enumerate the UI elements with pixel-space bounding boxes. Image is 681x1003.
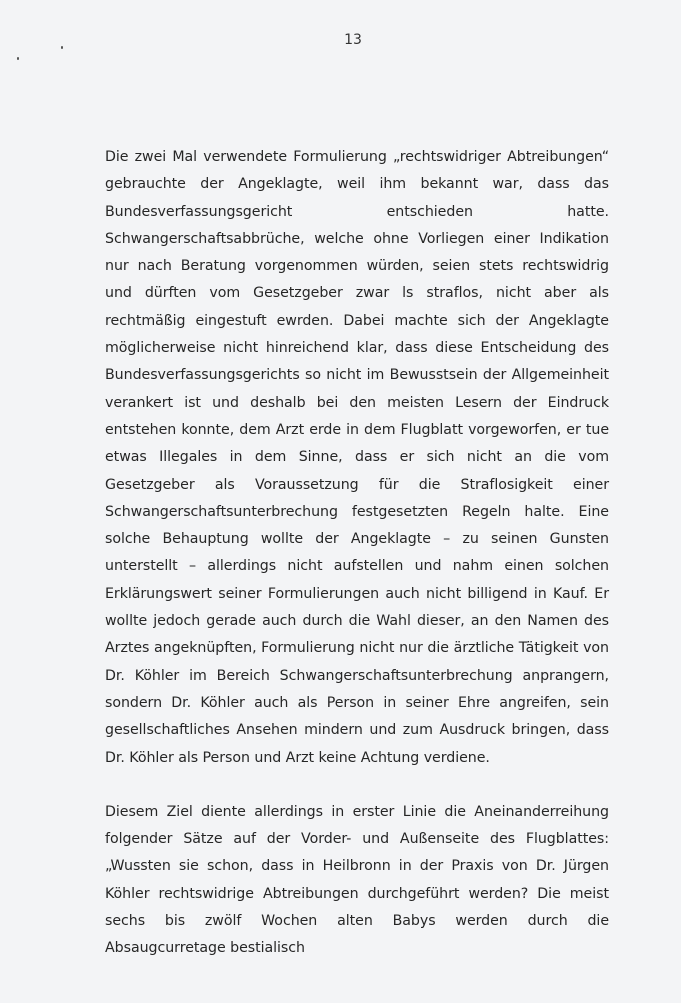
body-paragraph-1: Die zwei Mal verwendete Formulierung „rechtswidriger Abtreibungen“ gebrauchte der Angeklagte, weil ihm bekannt war, dass das Bundesverfassungsgericht entschieden hatte. Schwangerschaftsabbrüche, welche ohne Vorliegen einer Indikation nur nach Beratung vorgenommen würden, seien stets rechtswidrig und dürften vom Gesetzgeber zwar ls straflos, nicht aber als rechtmäßig eingestuft ewrden. Dabei machte sich der Angeklagte möglicherweise nicht hinreichend klar, dass diese Entscheidung des Bundesverfassungsgerichts so nicht im Bewusstsein der Allgemeinheit verankert ist und deshalb bei den meisten Lesern der Eindruck entstehen konnte, dem Arzt erde in dem Flugblatt vorgeworfen, er tue etwas Illegales in dem Sinne, dass er sich nicht an die vom Gesetzgeber als Voraussetzung für die Straflosigkeit einer Schwangerschaftsunterbrechung festgesetzten Regeln halte. Eine solche Behauptung wollte der Angeklagte – zu seinen Gunsten unterstellt – allerdings nicht aufstellen und nahm einen solchen Erklärungswert seiner Formulierungen auch nicht billigend in Kauf. Er wollte jedoch gerade auch durch die Wahl dieser, an den Namen des Arztes angeknüpften, Formulierung nicht nur die ärztliche Tätigkeit von Dr. Köhler im Bereich Schwangerschaftsunterbrechung anprangern, sondern Dr. Köhler auch als Person in seiner Ehre angreifen, sein gesellschaftliches Ansehen mindern und zum Ausdruck bringen, dass Dr. Köhler als Person und Arzt keine Achtung verdiene. [105, 149, 609, 766]
scan-speck-left [17, 57, 19, 60]
scan-speck-mid [61, 46, 63, 49]
page-number: 13 [344, 32, 362, 48]
document-body [105, 144, 609, 963]
body-paragraph-2: Diesem Ziel diente allerdings in erster Linie die Aneinanderreihung folgender Sätze auf der Vorder- und Außenseite des Flugblattes: „Wussten sie schon, dass in Heilbronn in der Praxis von Dr. Jürgen Köhler rechtswidrige Abtreibungen durchgeführt werden? Die meist sechs bis zwölf Wochen alten Babys werden durch die Absaugcurretage bestialisch [105, 803, 609, 957]
